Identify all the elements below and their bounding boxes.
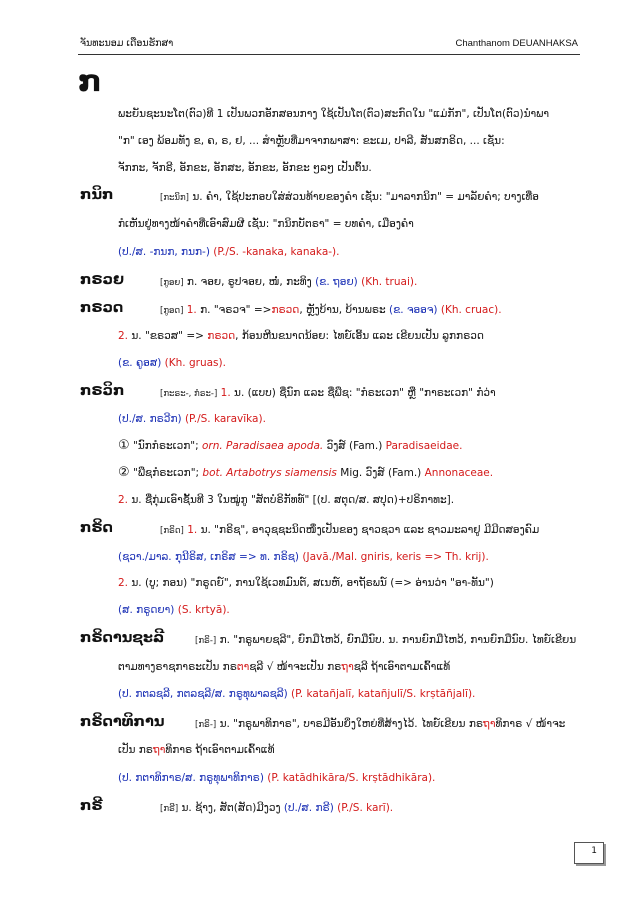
entry-kanik-line-1 <box>160 190 539 205</box>
etymology-latin: (Javā./Mal. gniris, keris => Th. krij). <box>302 551 489 563</box>
pronunciation: [ກະນິກ] <box>160 193 190 203</box>
pronunciation: [ກຣິດ] <box>160 526 184 536</box>
definition-tail: , ກ້ອນຫີນຂນາດນ້ອຍ: ໄທຍ໌ເອີ້ນ ແລະ ເຂີຍນເປັນ ລູກກຣວດ <box>235 330 484 342</box>
sense-number: 2. <box>118 330 129 342</box>
etymology-lao: (ປ. ກຕລຊລີ, ກຕລຊລີ/ສ. ກຣູທຸພາລຊລີ) <box>118 688 288 700</box>
definition: ກ. "ຈຣວຈ" => <box>200 304 272 316</box>
sub-definition: "ພືຊກໍຣະເວກ"; <box>133 467 200 479</box>
headword-kritanchali: ກຣິດານຊະລີ <box>80 630 165 646</box>
sense-number: 2. <box>118 494 129 506</box>
header-author-lao: ຈັນທະນອມ ເດືອນຮັກສາ <box>80 38 174 49</box>
intro-line-3: ຈັກກະ, ຈັກຣີ, ອັກຂະ, ອັກສະ, ອັກຂະ, ອັກຂະ ໆລໆ ເປັນຕົ້ນ. <box>118 162 372 174</box>
family-name: Paradisaeidae. <box>385 440 463 452</box>
etymology-latin: (Kh. gruas). <box>164 357 226 369</box>
etymology-lao: (ຂ. ຖອຍ) <box>315 276 358 288</box>
definition: ນ. (ບູ; ກອນ) "ກຣູດຍ໌", ການໃຊ້ເວທມົນຕ໌, ສເນຫ໌, ອາຖັຣພນ໌ (=> ອ່ານວ່າ "ອາ-ທັນ") <box>131 577 494 589</box>
pronunciation: [ກຣິ-] <box>195 636 217 646</box>
entry-karawik-etymology <box>118 412 266 426</box>
highlight: ຖາ <box>483 718 496 730</box>
headword-krit: ກຣິດ <box>80 520 113 536</box>
definition: ກ. "ກຣູພາຍຊລີ", ຍົກມືໄຫວ້, ຍົກມືນົບ. ນ. ການຍົກມືໄຫວ້, ການຍົກມືນົບ. ໄທຍ໌ເຂີຍນ <box>219 634 577 646</box>
family-name: Annonaceae. <box>424 467 494 479</box>
entry-kanik-line-2: ກໍເຫັນຢູ່ທາງໜ້າຄຳທີ່ເອົາສົມຜີ ເຊັ່ນ: "ກນິກບັຕຣາ" = ບທຄຳ, ເມືອງຄຳ <box>118 218 414 230</box>
etymology-latin: (Kh. truai). <box>361 276 418 288</box>
circled-one-icon: ① <box>118 438 130 453</box>
circled-two-icon: ② <box>118 465 130 480</box>
scientific-name: bot. Artabotrys siamensis <box>202 467 337 479</box>
entry-karawik-sub-1 <box>118 439 462 453</box>
header-author-latin: Chanthanom DEUANHAKSA <box>455 38 578 49</box>
definition: ກ. ຈອຍ, ຣູປຈອຍ, ໜໍ່, ກະທິງ <box>186 276 312 288</box>
highlight: ກຣວດ <box>271 304 300 316</box>
entry-kanik-etymology <box>118 245 339 259</box>
entry-kritanchali-line-2 <box>118 660 450 674</box>
highlight: ຖາ <box>341 661 354 673</box>
entry-kritanchali-etymology <box>118 687 475 701</box>
entry-kritathikan-line-2 <box>118 743 275 757</box>
entry-krit-etymology-2 <box>118 603 230 617</box>
entry-krit-sense-1 <box>160 523 539 538</box>
definition: ນ. (ແບບ) ຊື່ນົກ ແລະ ຊື່ພືຊ: "ກໍຣະເວກ" ຫຼື "ກາຣະເວກ" ກໍວ່າ <box>234 387 496 399</box>
definition: ນ. ຊື່ກຸ່ມເອົາຊັ້ນທີ 3 ໃນໝູ່ກູ "ສັຕບໍຣິກັທທ໌" [(ປ. ສຕຸດ/ສ. ສປຸດ)+ປຣິກາທະ]. <box>131 494 455 506</box>
etymology-latin: (P./S. karavīka). <box>184 413 266 425</box>
entry-kruat-sense-1 <box>160 303 502 318</box>
pronunciation: [ກຣີ] <box>160 804 179 814</box>
pronunciation: [ກູອຍ] <box>160 278 184 288</box>
intro-line-2: "ກ" ເອງ ພ້ອມທັງ ຂ, ຄ, ຣ, ຢ, ... ສຳຫຼັບທີ່ມາຈາກພາສາ: ຂະເມ, ປາລີ, ສັນສກຣິດ, ... ເຊັ່ນ: <box>118 135 505 147</box>
definition: ເປັນ ກຣ <box>118 744 153 756</box>
sub-definition: "ນົກກໍຣະເວກ"; <box>133 440 199 452</box>
intro-line-1: ພະຍັນຊະນະໂຕ(ຕົວ)ທີ 1 ເປັນພວກອັກສອນກາງ ໃຊ້ເປັນໂຕ(ຕົວ)ສະກົດໃນ "ແມ່ກັກ", ເປັນໂຕ(ຕົວ)ນຳພາ <box>118 108 550 120</box>
etymology-latin: (P. katādhikāra/S. krṣtādhikāra). <box>267 772 436 784</box>
etymology-lao: (ຂ. ຄູອສ) <box>118 357 162 369</box>
definition-tail: , ຫຼັງບ້ານ, ບ້ານພຣະ <box>299 304 386 316</box>
highlight: ກຣວດ <box>207 330 236 342</box>
headword-kruay: ກຣວຍ <box>80 272 124 288</box>
entry-krit-sense-2 <box>118 576 494 590</box>
page-number: 1 <box>574 842 604 864</box>
etymology-lao: (ສ. ກຣູດຍາ) <box>118 604 175 616</box>
etymology-lao: (ຊວາ./ມາລ. ກຸນີຣິສ, ເກຣິສ => ທ. ກຣິຊ) <box>118 551 300 563</box>
entry-kritathikan-etymology <box>118 771 435 785</box>
header-divider <box>78 54 580 55</box>
etymology-lao: (ຂ. ຈອອຈ) <box>389 304 438 316</box>
sense-number: 1. <box>187 524 198 536</box>
definition-tail: ທິກາຣ √ ໜ້າຈະ <box>495 718 566 730</box>
entry-krit-etymology <box>118 550 489 564</box>
definition: ນ. "ຂຣວສ" => <box>131 330 204 342</box>
pronunciation: [ກຣິ-] <box>195 720 217 730</box>
entry-karawik-line-1 <box>160 386 496 401</box>
definition-tail: ທິກາຣ ຖ້າເອົາຕາມເຄົ້າແທ້ <box>165 744 275 756</box>
entry-kari-line <box>160 801 393 816</box>
sense-number: 2. <box>118 577 129 589</box>
etymology-latin: (Kh. cruac). <box>440 304 502 316</box>
definition: ນ. ຊ້າງ, ສັຕ(ສັດ)ມີງວງ <box>181 802 281 814</box>
etymology-lao: (ປ./ສ. ກຣີ) <box>283 802 334 814</box>
definition: ນ. ຄຳ, ໃຊ້ປະກອບໃສ່ສ່ວນທ້າຍຂອງຄຳ ເຊັ່ນ: "ມາລາກນິກ" = ມາລັຍຄຳ; ບາງເທື່ອ <box>192 191 539 203</box>
etymology-lao: (ປ./ສ. ກຣວີກ) <box>118 413 182 425</box>
headword-kruat: ກຣວດ <box>80 300 124 316</box>
entry-kritanchali-line-1 <box>195 633 576 648</box>
family-label: ວົງສ໌ (Fam.) <box>326 440 383 452</box>
headword-karawik: ກຣວິກ <box>80 383 125 399</box>
entry-karawik-sub-2 <box>118 466 493 480</box>
definition: ນ. "ກຣິຊ", ອາວຸຊຊະນິດໜຶ່ງເປັນຂອງ ຊາວຊວາ ແລະ ຊາວມະລາຢູ ມີມີດສອງຄົມ <box>200 524 540 536</box>
etymology-lao: (ປ. ກຕາທິກາຣ/ສ. ກຣູທຸພາທິກາຣ) <box>118 772 264 784</box>
etymology-lao: (ປ./ສ. -ກນກ, ກນກ-) <box>118 246 210 258</box>
definition: ຕາມທາງຣາຊກາຣະເປັນ ກຣ <box>118 661 237 673</box>
definition-tail: ຊລີ ຖ້າເອົາຕາມເຄົ້າແທ້ <box>353 661 451 673</box>
definition: ນ. "ກຣູພາທິກາຣ", ບາຣມີອັນຍິ່ງໃຫຍ່ທີ່ສ້າງໄວ້. ໄທຍ໌ເຂີຍນ ກຣ <box>219 718 484 730</box>
family-label: Mig. ວົງສ໌ (Fam.) <box>340 467 422 479</box>
highlight: ຕາ <box>236 661 250 673</box>
definition-mid: ຊລີ √ ໜ້າຈະເປັນ ກຣ <box>249 661 342 673</box>
pronunciation: [ກະຣະ-, ກໍຣະ-] <box>160 389 218 399</box>
headword-kanik: ກນິກ <box>80 187 114 203</box>
pronunciation: [ກູອດ] <box>160 306 184 316</box>
etymology-latin: (P./S. karī). <box>337 802 394 814</box>
etymology-latin: (P./S. -kanaka, kanaka-). <box>213 246 340 258</box>
highlight: ຖາ <box>152 744 166 756</box>
etymology-latin: (S. krtyā). <box>177 604 230 616</box>
entry-kruay-line <box>160 275 417 290</box>
section-letter: ກ <box>78 64 102 99</box>
sense-number: 1. <box>220 387 231 399</box>
headword-kari: ກຣີ <box>80 798 103 814</box>
entry-karawik-sense-2 <box>118 493 454 507</box>
etymology-latin: (P. katañjalī, katañjulī/S. krṣtāñjalī). <box>291 688 476 700</box>
entry-kruat-etymology-2 <box>118 356 226 370</box>
entry-kritathikan-line-1 <box>195 717 565 732</box>
scientific-name: orn. Paradisaea apoda. <box>201 440 324 452</box>
sense-number: 1. <box>186 304 197 316</box>
entry-kruat-sense-2 <box>118 329 484 343</box>
headword-kritathikan: ກຣິດາທິການ <box>80 714 165 730</box>
